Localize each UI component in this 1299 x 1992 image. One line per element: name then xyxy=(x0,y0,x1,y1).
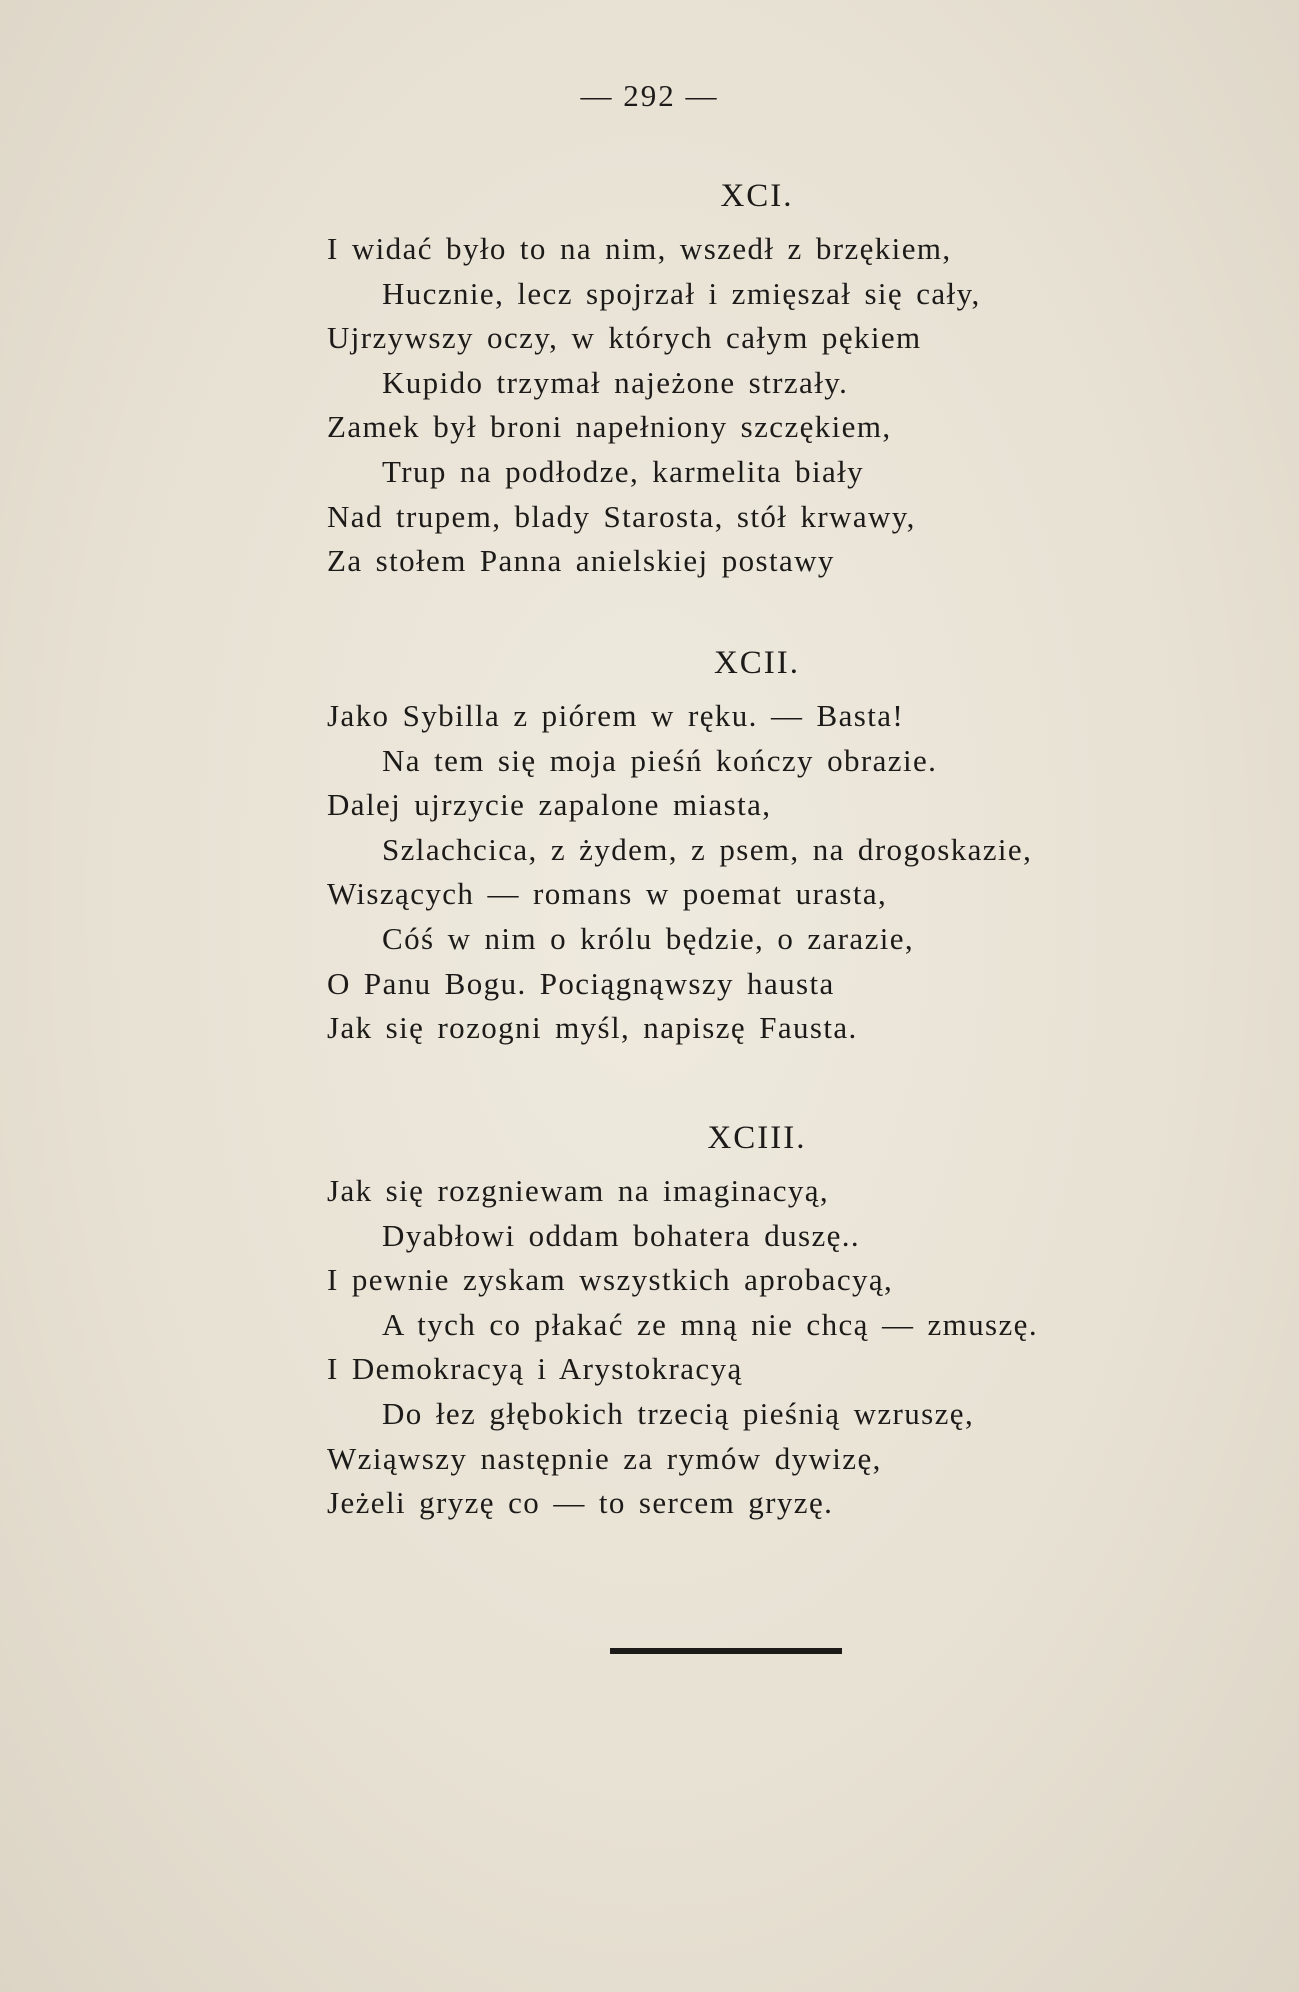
verse-line: Zamek był broni napełniony szczękiem, xyxy=(327,409,892,445)
verse-line: Wziąwszy następnie za rymów dywizę, xyxy=(327,1440,882,1476)
stanza-xcii xyxy=(327,645,1207,1051)
verse-line: Za stołem Panna anielskiej postawy xyxy=(327,543,835,579)
verse-line: Kupido trzymał najeżone strzały. xyxy=(382,364,849,400)
stanza-title: XCIII. xyxy=(707,1120,807,1156)
verse-line: O Panu Bogu. Pociągnąwszy hausta xyxy=(327,965,835,1001)
verse-line: Dalej ujrzycie zapalone miasta, xyxy=(327,787,772,823)
verse-line: I widać było to na nim, wszedł z brzękiem, xyxy=(327,231,952,266)
verse-line: Nad trupem, blady Starosta, stół krwawy, xyxy=(327,498,916,534)
end-rule xyxy=(610,1648,842,1654)
stanza-title: XCII. xyxy=(713,645,801,681)
verse-line: Hucznie, lecz spojrzał i zmięszał się cały, xyxy=(382,275,981,311)
verse-line: I pewnie zyskam wszystkich aprobacyą, xyxy=(327,1262,894,1298)
page-number: — 292 — xyxy=(580,78,719,113)
verse-line: Wiszących — romans w poemat urasta, xyxy=(327,876,888,912)
verse-line: Trup na podłodze, karmelita biały xyxy=(382,453,865,489)
verse-line: Cóś w nim o królu będzie, o zarazie, xyxy=(382,920,915,956)
verse-line: Na tem się moja pieśń kończy obrazie. xyxy=(382,742,938,778)
stanza-title: XCI. xyxy=(720,178,794,214)
stanza-xci xyxy=(327,178,1207,584)
verse-line: Szlachcica, z żydem, z psem, na drogoskazie, xyxy=(382,831,1033,867)
stanza-xciii xyxy=(327,1120,1207,1526)
verse-line: I Demokracyą i Arystokracyą xyxy=(327,1351,743,1387)
verse-line: Jak się rozogni myśl, napiszę Fausta. xyxy=(327,1010,858,1046)
verse-line: Jeżeli gryzę co — to sercem gryzę. xyxy=(327,1485,834,1521)
verse-line: A tych co płakać ze mną nie chcą — zmuszę. xyxy=(382,1306,1038,1342)
verse-line: Ujrzywszy oczy, w których całym pękiem xyxy=(327,320,922,356)
verse-line: Dyabłowi oddam bohatera duszę.. xyxy=(382,1217,861,1253)
verse-line: Jak się rozgniewam na imaginacyą, xyxy=(327,1173,830,1208)
verse-line: Jako Sybilla z piórem w ręku. — Basta! xyxy=(327,698,905,733)
verse-line: Do łez głębokich trzecią pieśnią wzruszę, xyxy=(382,1395,975,1431)
